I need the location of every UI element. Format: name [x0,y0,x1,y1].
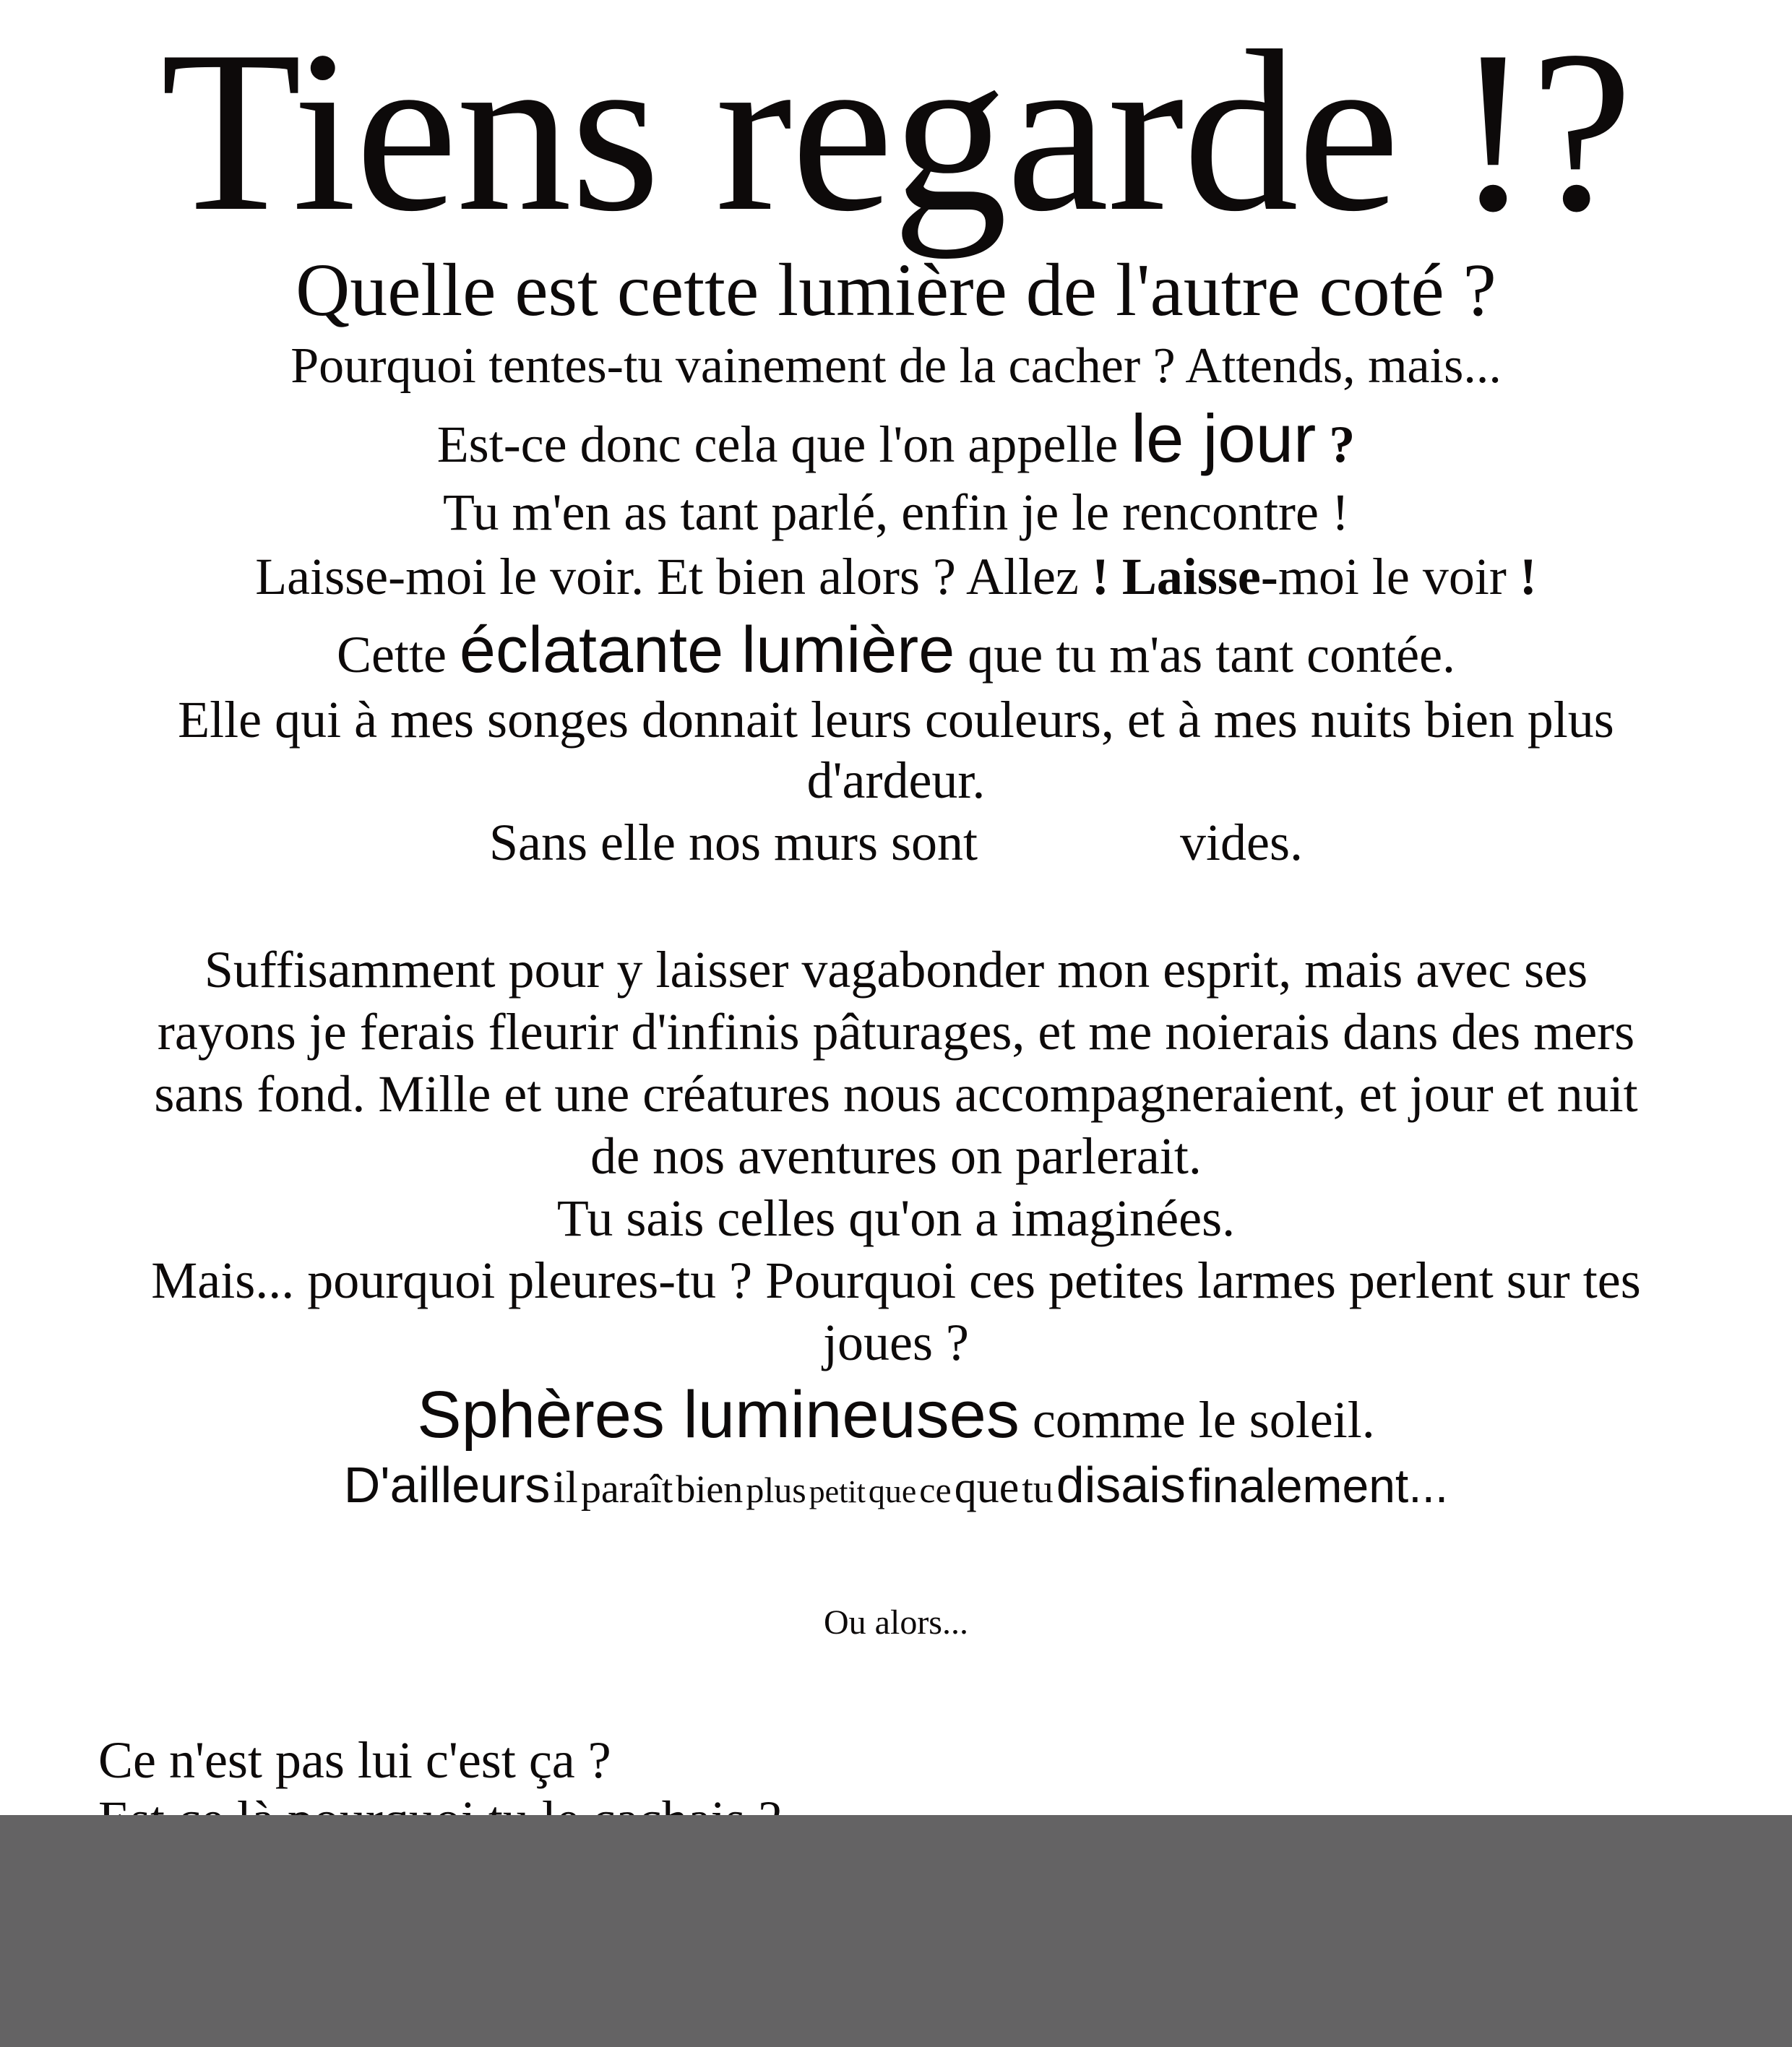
poem-line-suff-4: de nos aventures on parlerait. [590,1127,1202,1185]
poem-text: Laisse-moi le voir. Et bien alors ? Allez [255,548,1092,606]
poem-emphasis-exclamation: ! [1519,548,1537,606]
poem-word: tu [1022,1467,1054,1512]
poem-word: disais [1056,1457,1186,1513]
poem-emphasis-le-jour: le jour [1131,400,1317,476]
poem-line-laisse [0,548,1792,606]
poem-text: moi le voir [1278,548,1520,606]
poem-line-pourquoi: Pourquoi tentes-tu vainement de la cacher ? Attends, mais... [290,338,1502,394]
poem-line-suff-1: Suffisamment pour y laisser vagabonder mon esprit, mais avec ses [204,941,1588,999]
poem-text: que tu m'as tant contée. [955,626,1456,684]
poem-line-question: Quelle est cette lumière de l'autre coté ? [296,249,1496,332]
poem-line-elle-2: d'ardeur. [806,751,986,809]
poem-line-tu-men: Tu m'en as tant parlé, enfin je le rencontre ! [443,483,1349,541]
poem-word: bien [676,1468,744,1511]
poem-text: ? [1316,415,1356,473]
poem-word: ce [919,1470,952,1510]
poem-word: petit [809,1474,866,1509]
poem-text: Sans elle nos murs sont [489,814,978,871]
poem-word: il [553,1463,578,1512]
poem-line-dailleurs [0,1457,1792,1513]
poem-line-suff-3: sans fond. Mille et une créatures nous accompagneraient, et jour et nuit [154,1065,1638,1123]
poem-word: paraît [580,1467,673,1512]
poem-line-ce-nest: Ce n'est pas lui c'est ça ? [98,1731,611,1789]
page-title: Tiens regarde !? [160,4,1632,259]
poem-word: D'ailleurs [343,1457,551,1513]
poem-word: plus [746,1470,806,1510]
poem-line-sans [0,816,1792,869]
poem-line-cette [0,614,1792,686]
poem-emphasis-laisse: ! Laisse- [1091,548,1278,606]
poem-emphasis-spheres-lumineuses: Sphères lumineuses [417,1378,1020,1452]
poem-line-mais-1: Mais... pourquoi pleures-tu ? Pourquoi ces petites larmes perlent sur tes [151,1251,1641,1309]
poem-word: que [868,1473,917,1509]
poem-line-mais-2: joues ? [823,1314,969,1371]
poem-line-suff-2: rayons je ferais fleurir d'infinis pâturages, et me noierais dans des mers [157,1003,1635,1061]
poem-word: que [954,1463,1020,1512]
poem-line-spheres [0,1378,1792,1452]
poem-word: finalement... [1188,1459,1449,1512]
poem-text: comme le soleil. [1019,1391,1375,1449]
poem-emphasis-eclatante-lumiere: éclatante lumière [459,614,955,686]
poem-text: Cette [336,626,460,684]
poem-text: Est-ce donc cela que l'on appelle [436,415,1132,473]
bottom-overlay-band [0,1815,1792,2047]
poem-text: vides. [1180,814,1303,871]
poem-line-elle-1: Elle qui à mes songes donnait leurs couleurs, et à mes nuits bien plus [178,691,1614,749]
poem-line-ou-alors: Ou alors... [824,1603,968,1642]
poem-line-tu-sais: Tu sais celles qu'on a imaginées. [556,1189,1236,1247]
poem-line-est-ce [0,400,1792,476]
